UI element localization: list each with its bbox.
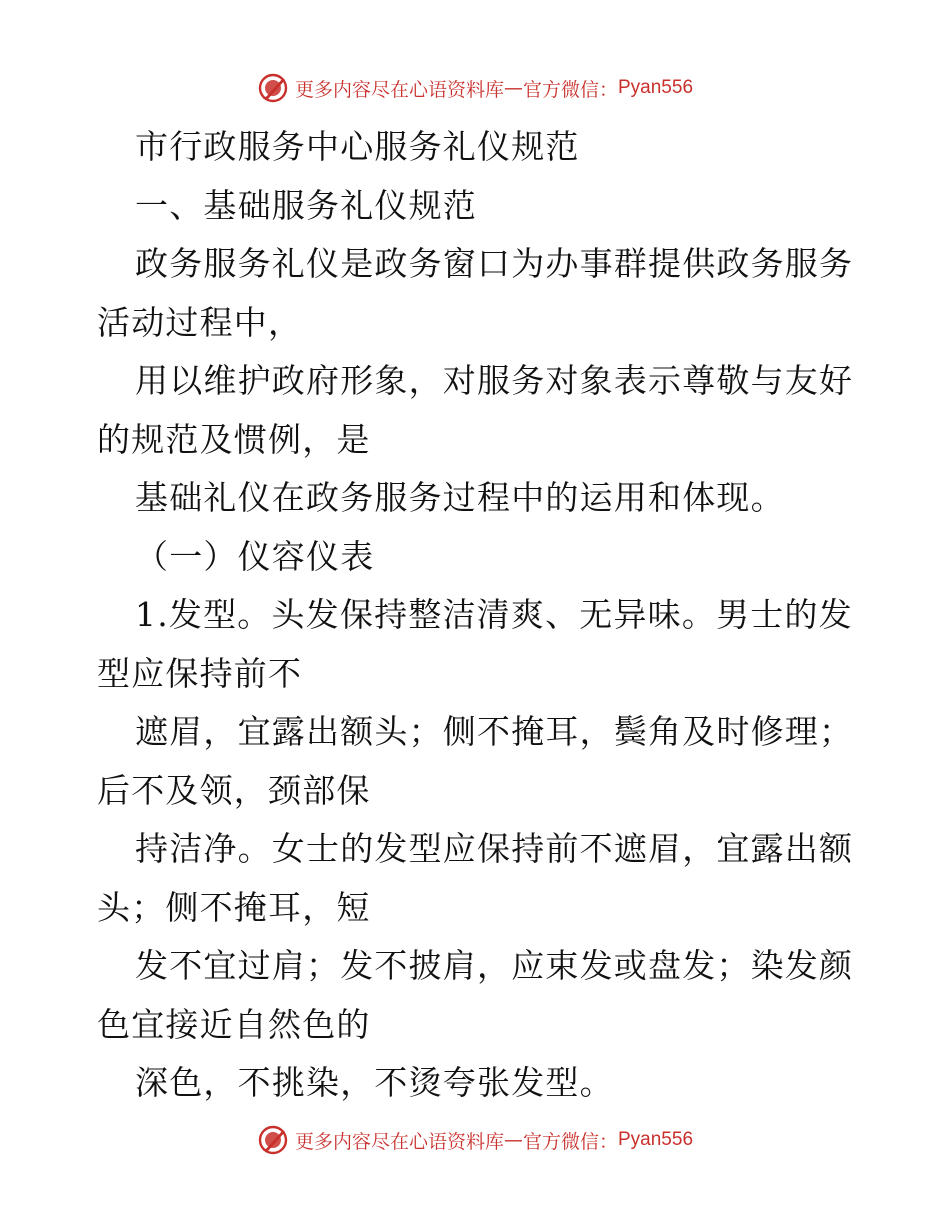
section-heading: 一、基础服务礼仪规范 <box>135 185 477 225</box>
paragraph-line: 色宜接近自然色的 <box>97 1004 371 1044</box>
watermark-dash: — <box>503 77 523 99</box>
header-watermark <box>0 72 950 104</box>
paragraph-line: 头；侧不掩耳，短 <box>97 887 371 927</box>
watermark-wechat-label: 官方微信： <box>522 78 618 101</box>
watermark-wechat-id: Pyan556 <box>618 1129 694 1150</box>
watermark-wechat-label: 官方微信： <box>522 1130 618 1153</box>
paragraph-line: 后不及领，颈部保 <box>97 770 371 810</box>
paragraph-line: 1.发型。头发保持整洁清爽、无异味。男士的发 <box>135 595 853 634</box>
document-body <box>97 118 857 1113</box>
watermark-dash: — <box>503 1129 523 1151</box>
footer-watermark <box>0 1124 950 1156</box>
brush-circle-logo-icon <box>257 1124 289 1156</box>
paragraph-line: 深色，不挑染，不烫夸张发型。 <box>135 1063 614 1102</box>
paragraph-line: 持洁净。女士的发型应保持前不遮眉，宜露出额 <box>135 829 854 868</box>
paragraph-line: 政务服务礼仪是政务窗口为办事群提供政务服务 <box>135 244 854 283</box>
watermark-wechat-id: Pyan556 <box>618 77 694 98</box>
paragraph-line: 基础礼仪在政务服务过程中的运用和体现。 <box>135 478 785 517</box>
paragraph-line: 用以维护政府形象，对服务对象表示尊敬与友好 <box>135 361 854 400</box>
document-title: 市行政服务中心服务礼仪规范 <box>135 127 580 166</box>
subsection-heading: （一）仪容仪表 <box>135 536 375 576</box>
brush-circle-logo-icon <box>257 72 289 104</box>
watermark-site-text: 更多内容尽在心语资料库 <box>294 78 504 101</box>
paragraph-line: 遮眉，宜露出额头；侧不掩耳，鬓角及时修理； <box>135 712 854 751</box>
paragraph-line: 的规范及惯例，是 <box>97 419 371 459</box>
paragraph-line: 型应保持前不 <box>97 653 303 693</box>
paragraph-line: 活动过程中， <box>97 302 303 342</box>
watermark-site-text: 更多内容尽在心语资料库 <box>294 1130 504 1153</box>
paragraph-line: 发不宜过肩；发不披肩，应束发或盘发；染发颜 <box>135 946 854 985</box>
